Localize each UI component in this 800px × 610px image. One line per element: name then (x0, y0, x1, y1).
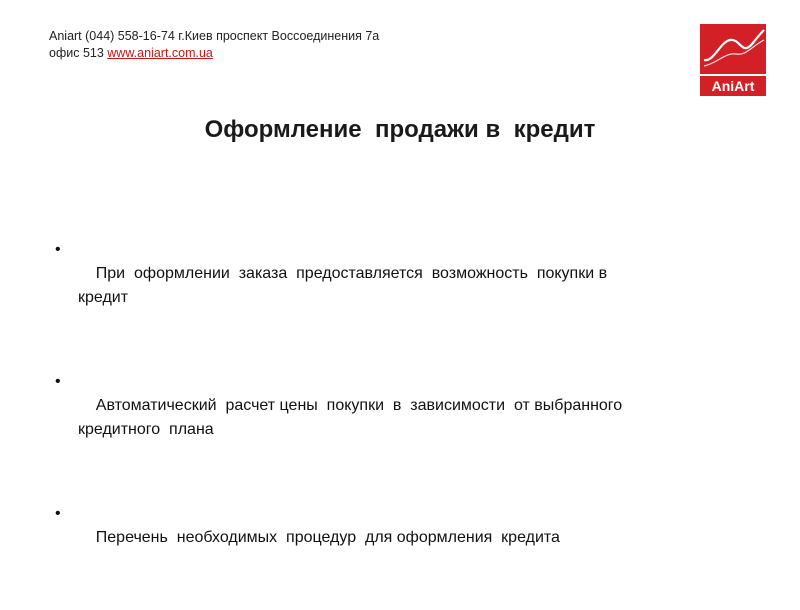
bullet-item (52, 370, 752, 466)
aniart-logo (696, 22, 770, 100)
bullet-list (52, 238, 752, 610)
page-title: Оформление продажи в кредит (204, 116, 596, 143)
office-line (49, 45, 379, 62)
bullet-dot-icon: • (55, 241, 61, 258)
bullet-item (52, 502, 752, 574)
bullet-text: При оформлении заказа предоставляется возможность покупки в кредит (78, 265, 608, 306)
bullet-text: Автоматический расчет цены покупки в зависимости от выбранного кредитного плана (78, 397, 623, 438)
bullet-item (52, 238, 752, 334)
contact-header (49, 28, 379, 62)
bullet-text: Перечень необходимых процедур для оформления кредита (95, 529, 560, 546)
logo-text: AniArt (711, 78, 755, 94)
logo-graphic (696, 22, 770, 100)
website-link[interactable]: www.aniart.com.ua (107, 46, 213, 60)
bullet-dot-icon: • (55, 373, 61, 390)
office-text: офис 513 (49, 46, 108, 60)
bullet-dot-icon: • (55, 505, 61, 522)
contact-line: Aniart (044) 558-16-74 г.Киев проспект Воссоединения 7а (49, 29, 380, 43)
